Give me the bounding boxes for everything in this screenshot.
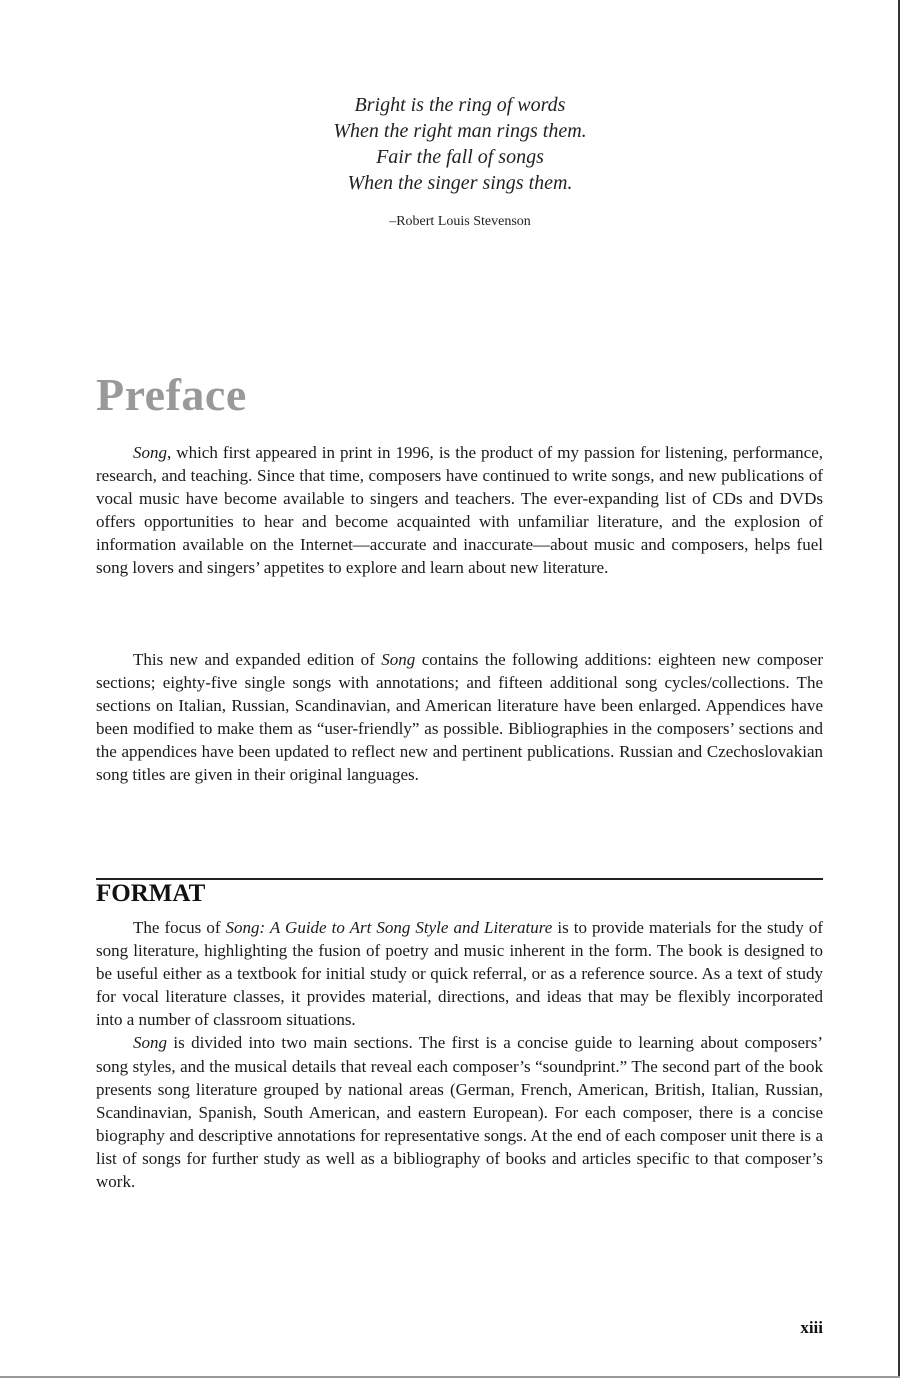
paragraph-text: This new and expanded edition of (133, 650, 382, 669)
paragraph-text: The focus of (133, 918, 226, 937)
epigraph-line: When the singer sings them. (347, 172, 573, 194)
format-section-body (96, 916, 823, 1193)
paragraph-text: is to provide materials for the study of song literature, highlighting the fusion of poetry and music inherent in the form. The book is designed to be useful either as a textbook for initial study or quick referral, or as a reference source. As a text of study for vocal literature classes, it provides material, directions, and ideas that may be flexibly incorporated into a number of classroom situations. (96, 918, 824, 1030)
epigraph-line: Bright is the ring of words (354, 94, 566, 116)
book-title-italic: Song: A Guide to Art Song Style and Literature (225, 918, 553, 937)
epigraph (0, 92, 900, 196)
book-title-italic: Song (381, 650, 416, 669)
format-paragraph-1 (96, 916, 823, 1031)
book-title-italic: Song (133, 1033, 167, 1053)
preface-paragraph-2 (96, 648, 823, 787)
preface-paragraph-1 (96, 441, 823, 580)
paragraph-text: contains the following additions: eighteen new composer sections; eighty-five single songs with annotations; and fifteen additional song cycles/collections. The sections on Italian, Russian, Scandinavian, and American literature have been enlarged. Appendices have been modified to make them as “user-friendly” as possible. Bibliographies in the composers’ sections and the appendices have been updated to reflect new and pertinent publications. Russian and Czechoslovakian song titles are given in their original languages. (96, 650, 824, 785)
epigraph-attribution: –Robert Louis Stevenson (389, 214, 531, 229)
page-title: Preface (96, 369, 247, 420)
paragraph-text: , which first appeared in print in 1996, is the product of my passion for listening, performance, research, and teaching. Since that time, composers have continued to write songs, and new publications of vocal music have become available to singers and teachers. The ever-expanding list of CDs and DVDs offers opportunities to hear and become acquainted with unfamiliar literature, and the explosion of information available on the Internet—accurate and inaccurate—about music and composers, helps fuel song lovers and singers’ appetites to explore and learn about new literature. (96, 443, 823, 578)
epigraph-line: When the right man rings them. (333, 120, 587, 142)
format-paragraph-2 (96, 1031, 823, 1193)
book-title-italic: Song (133, 443, 167, 462)
section-heading-format: FORMAT (96, 880, 206, 907)
epigraph-line: Fair the fall of songs (376, 146, 544, 168)
page-number: xiii (800, 1318, 823, 1337)
paragraph-text: is divided into two main sections. The first is a concise guide to learning about composers’ song styles, and the musical details that reveal each composer’s “soundprint.” The second part of the book presents song literature grouped by national areas (German, French, American, British, Italian, Russian, Scandinavian, Spanish, South American, and eastern European). For each composer, there is a concise biography and descriptive annotations for representative songs. At the end of each composer unit there is a list of songs for further study as well as a bibliography of books and articles specific to that composer’s work. (96, 1033, 823, 1192)
